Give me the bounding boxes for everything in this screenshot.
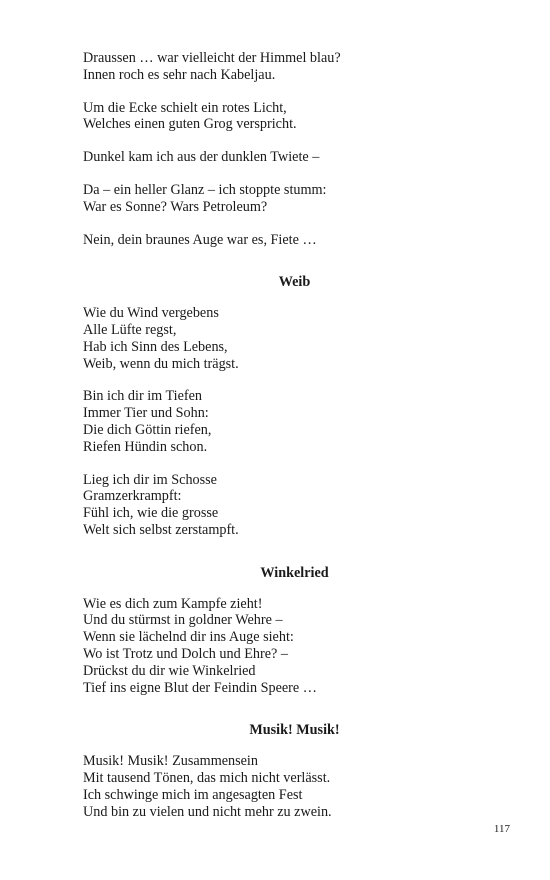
verse-line: Welt sich selbst zerstampft.: [83, 521, 239, 538]
poem-musik: [83, 722, 383, 820]
verse-line: Innen roch es sehr nach Kabeljau.: [83, 66, 276, 83]
poem-winkelried: [83, 565, 383, 697]
verse-line: Tief ins eigne Blut der Feindin Speere …: [83, 679, 317, 696]
stanza: [83, 100, 383, 134]
verse-line: Alle Lüfte regst,: [83, 321, 177, 338]
verse-line: Nein, dein braunes Auge war es, Fiete …: [83, 231, 317, 248]
verse-line: Um die Ecke schielt ein rotes Licht,: [83, 99, 287, 116]
stanza: [83, 182, 383, 216]
verse-line: Dunkel kam ich aus der dunklen Twiete –: [83, 149, 320, 166]
stanza: [83, 472, 383, 539]
poem-weib: [83, 274, 383, 538]
verse-line: Weib, wenn du mich trägst.: [83, 355, 239, 372]
stanza: [83, 753, 383, 820]
verse-line: Draussen … war vielleicht der Himmel blau?: [83, 50, 341, 66]
verse-line: Lieg ich dir im Schosse: [83, 471, 217, 488]
stanza: [83, 50, 383, 84]
verse-line: Welches einen guten Grog verspricht.: [83, 116, 297, 133]
verse-line: Riefen Hündin schon.: [83, 438, 208, 455]
poem-title: Winkelried: [260, 564, 329, 581]
verse-line: Hab ich Sinn des Lebens,: [83, 338, 228, 355]
verse-line: Die dich Göttin riefen,: [83, 421, 212, 438]
verse-line: Wie es dich zum Kampfe zieht!: [83, 595, 263, 612]
stanza: [83, 388, 383, 455]
poem-title: Musik! Musik!: [249, 722, 340, 739]
stanza: [83, 149, 383, 166]
verse-line: Ich schwinge mich im angesagten Fest: [83, 786, 303, 803]
verse-line: Und du stürmst in goldner Wehre –: [83, 612, 283, 629]
verse-line: Bin ich dir im Tiefen: [83, 388, 203, 405]
verse-line: Wo ist Trotz und Dolch und Ehre? –: [83, 645, 288, 662]
verse-line: Fühl ich, wie die grosse: [83, 505, 219, 522]
verse-line: Wie du Wind vergebens: [83, 305, 219, 322]
page-body: [83, 50, 383, 820]
verse-line: Gramzerkrampft:: [83, 488, 182, 505]
verse-line: Und bin zu vielen und nicht mehr zu zwein.: [83, 803, 332, 820]
verse-line: Wenn sie lächelnd dir ins Auge sieht:: [83, 629, 294, 646]
verse-line: Musik! Musik! Zusammensein: [83, 753, 258, 770]
verse-line: Immer Tier und Sohn:: [83, 405, 209, 422]
stanza: [83, 596, 383, 697]
verse-line: Drückst du dir wie Winkelried: [83, 662, 256, 679]
verse-line: War es Sonne? Wars Petroleum?: [83, 198, 268, 215]
poem-title: Weib: [278, 274, 311, 291]
poem-continuation: [83, 50, 383, 248]
page-number: 117: [493, 823, 510, 835]
verse-line: Mit tausend Tönen, das mich nicht verlässt.: [83, 769, 331, 786]
verse-line: Da – ein heller Glanz – ich stoppte stumm:: [83, 181, 327, 198]
stanza: [83, 232, 383, 249]
stanza: [83, 305, 383, 372]
